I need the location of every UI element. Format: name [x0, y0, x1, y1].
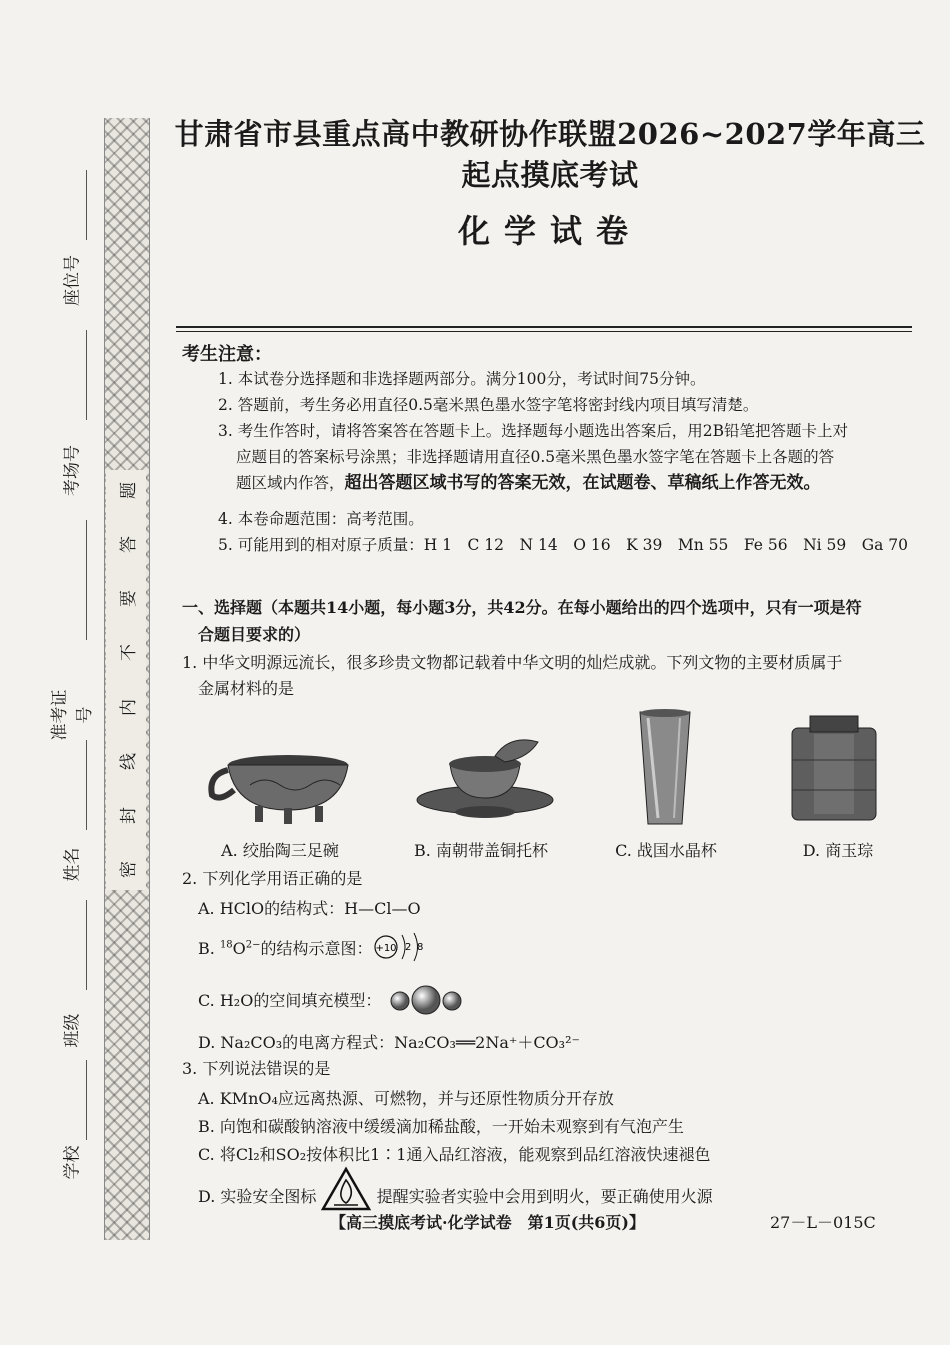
seal-warning [106, 470, 146, 890]
page-footer: 【高三摸底考试·化学试卷 第1页(共6页)】 [330, 1213, 645, 1232]
divider [176, 326, 912, 328]
exam-title: 甘肃省市县重点高中教研协作联盟2026~2027学年高三起点摸底考试 [174, 117, 926, 192]
q2-option-a: A. HClO的结构式：H—Cl—O [198, 899, 421, 918]
q2-option-b: B. $^{18}O^{2-}$的结构示意图： [198, 939, 373, 958]
q3-option-c: C. 将Cl₂和SO₂按体积比1∶1通入品红溶液，能观察到品红溶液快速褪色 [198, 1145, 711, 1164]
name-label: 姓名 [62, 847, 83, 882]
fill-line [86, 1060, 87, 1140]
shell-2-electrons: 8 [417, 942, 424, 953]
q3-option-b: B. 向饱和碳酸钠溶液中缓缓滴加稀盐酸，一开始未观察到有气泡产生 [198, 1117, 684, 1136]
warning-char: 内 [118, 698, 139, 716]
warning-char: 封 [118, 806, 139, 824]
open-flame-warning-icon [320, 1166, 372, 1212]
admission-number-label: 准考证号 [50, 689, 95, 741]
fill-line [86, 170, 87, 240]
q1-option-c: C. 战国水晶杯 [615, 841, 717, 860]
warning-char: 答 [118, 536, 139, 554]
atom-structure-diagram [372, 930, 432, 964]
q1-option-d: D. 商玉琮 [802, 841, 874, 860]
section-heading: 一、选择题（本题共14小题，每小题3分，共42分。在每小题给出的四个选项中，只有一项是符 合题目要求的） [182, 598, 862, 644]
school-label: 学校 [62, 1145, 83, 1180]
warning-char: 题 [118, 482, 139, 499]
q2-option-c: C. H₂O的空间填充模型： [198, 991, 382, 1010]
divider [176, 331, 912, 332]
exam-room-label: 考场号 [62, 445, 83, 496]
fill-line [86, 330, 87, 420]
question-1-stem: 1. 中华文明源远流长，很多珍贵文物都记载着中华文明的灿烂成就。下列文物的主要材质属于 金属材料的是 [182, 653, 843, 698]
seat-number-label: 座位号 [62, 255, 83, 306]
bronze-cup-image [410, 728, 560, 828]
class-label: 班级 [62, 1013, 83, 1048]
paper-code: 27－L－015C [770, 1213, 876, 1232]
notice-heading: 考生注意： [182, 344, 272, 365]
question-3-stem: 3. 下列说法错误的是 [182, 1059, 331, 1078]
notice-item: 5. 可能用到的相对原子质量：H 1 C 12 N 14 O 16 K 39 Mn 55 Fe 56 Ni 59 Ga 70 [218, 536, 909, 554]
jade-cong-image [784, 710, 884, 830]
q1-option-a: A. 绞胎陶三足碗 [221, 841, 339, 860]
nucleus-charge: +10 [375, 943, 397, 954]
notice-item: 题区域内作答，超出答题区域书写的答案无效，在试题卷、草稿纸上作答无效。 [236, 473, 821, 493]
q2-option-d: D. Na₂CO₃的电离方程式：Na₂CO₃══2Na⁺＋CO₃²⁻ [198, 1033, 580, 1052]
notice-item: 4. 本卷命题范围：高考范围。 [218, 510, 424, 528]
notice-item: 3. 考生作答时，请将答案答在答题卡上。选择题每小题选出答案后，用2B铅笔把答题卡上对 [218, 422, 848, 440]
warning-char: 线 [118, 752, 139, 770]
notice-bold-tail: 超出答题区域书写的答案无效，在试题卷、草稿纸上作答无效。 [344, 473, 821, 493]
notice-item: 1. 本试卷分选择题和非选择题两部分。满分100分，考试时间75分钟。 [218, 370, 706, 388]
water-space-filling-model [386, 984, 466, 1016]
fill-line [86, 520, 87, 640]
q3-option-a: A. KMnO₄应远离热源、可燃物，并与还原性物质分开存放 [198, 1089, 614, 1108]
warning-char: 要 [118, 590, 139, 608]
warning-char: 不 [118, 644, 139, 662]
pottery-bowl-image [200, 740, 360, 830]
exam-subject: 化学试卷 [457, 212, 642, 250]
fill-line [86, 740, 87, 830]
q3-option-d: D. 实验安全图标 提醒实验者实验中会用到明火，要正确使用火源 [198, 1187, 713, 1206]
q1-option-b: B. 南朝带盖铜托杯 [414, 841, 548, 860]
notice-item: 应题目的答案标号涂黑；非选择题请用直径0.5毫米黑色墨水签字笔在答题卡上各题的答 [236, 448, 835, 466]
question-2-stem: 2. 下列化学用语正确的是 [182, 869, 363, 888]
shell-1-electrons: 2 [405, 942, 412, 953]
warning-char: 密 [118, 860, 139, 878]
fill-line [86, 900, 87, 990]
notice-item: 2. 答题前，考生务必用直径0.5毫米黑色墨水签字笔将密封线内项目填写清楚。 [218, 396, 759, 414]
crystal-cup-image [630, 706, 700, 834]
